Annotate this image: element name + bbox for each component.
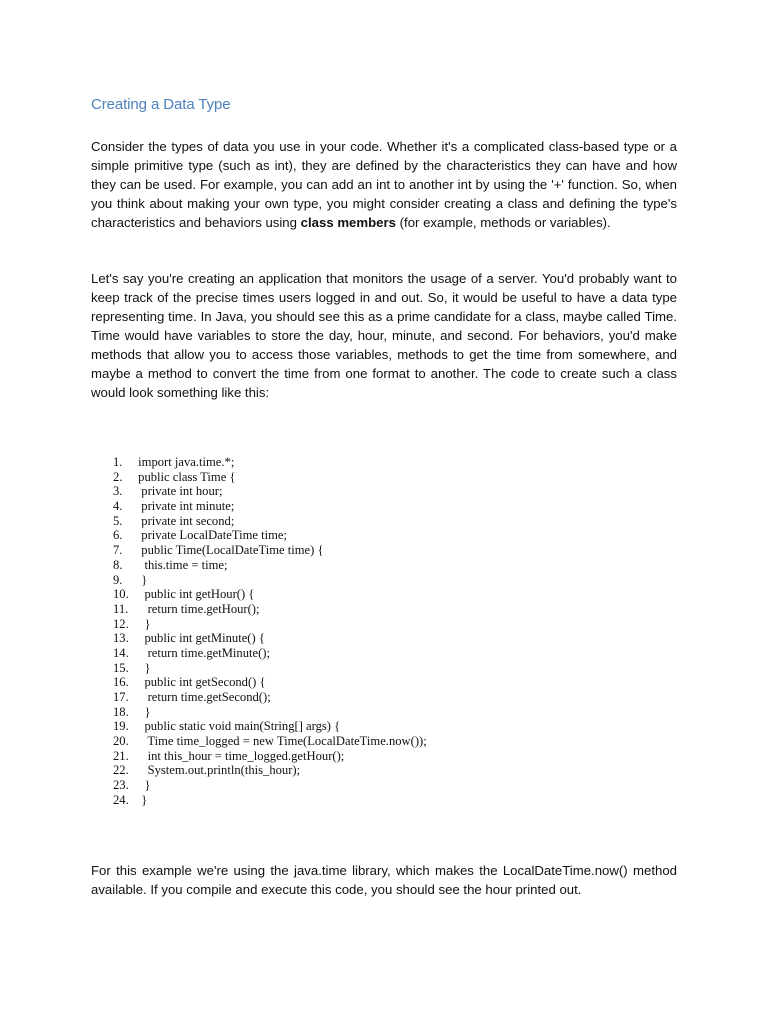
code-text: Time time_logged = new Time(LocalDateTime.now()); — [135, 734, 427, 749]
code-line — [113, 514, 427, 529]
code-text: public class Time { — [135, 469, 236, 484]
line-number: 22. — [113, 763, 129, 778]
code-line — [113, 558, 427, 573]
code-text: System.out.println(this_hour); — [135, 763, 301, 778]
code-text: private int minute; — [135, 499, 235, 514]
line-number: 20. — [113, 734, 129, 749]
code-listing — [113, 455, 427, 808]
code-line — [113, 793, 427, 808]
code-text: return time.getMinute(); — [135, 645, 270, 660]
code-line — [113, 528, 427, 543]
code-text: } — [135, 572, 148, 587]
code-text: } — [135, 704, 151, 719]
code-line — [113, 734, 427, 749]
server-example-paragraph: Let's say you're creating an application that monitors the usage of a server. You'd probably want to keep track of the precise times users logged in and out. So, it would be useful to have a data type representing time. In Java, you should see this as a prime candidate for a class, maybe called Time. Time would have variables to store the day, hour, minute, and second. For behaviors, you'd make methods that allow you to access those variables, methods to get the time from somewhere, and maybe a method to convert the time from one format to another. The code to create such a class would look something like this: — [91, 271, 677, 400]
code-line — [113, 455, 427, 470]
code-line — [113, 631, 427, 646]
line-number: 13. — [113, 631, 129, 646]
line-number: 18. — [113, 704, 129, 719]
intro-paragraph — [91, 137, 677, 232]
code-text: return time.getHour(); — [135, 601, 260, 616]
line-number: 4. — [113, 499, 123, 514]
line-number: 21. — [113, 748, 129, 763]
section-heading: Creating a Data Type — [91, 96, 231, 113]
code-text: public static void main(String[] args) { — [135, 719, 341, 734]
code-line — [113, 749, 427, 764]
line-number: 12. — [113, 616, 129, 631]
code-line — [113, 587, 427, 602]
code-line — [113, 675, 427, 690]
code-line — [113, 484, 427, 499]
code-text: public int getMinute() { — [135, 631, 265, 646]
line-number: 6. — [113, 528, 123, 543]
intro-text: Consider the types of data you use in your code. Whether it's a complicated class-based type or a simple primitive type (such as int), they are defined by the characteristics they can have and how they can be used. For example, you can add an int to another int by using the '+' function. So, when you think about making your own type, you might consider creating a class and defining the type's characteristics and behaviors using — [91, 139, 677, 230]
line-number: 1. — [113, 455, 123, 469]
code-text: private int hour; — [135, 484, 223, 499]
code-line — [113, 705, 427, 720]
code-text: } — [135, 778, 151, 793]
code-text: private int second; — [135, 513, 235, 528]
code-line — [113, 617, 427, 632]
line-number: 16. — [113, 675, 129, 690]
code-line — [113, 719, 427, 734]
code-line — [113, 763, 427, 778]
line-number: 14. — [113, 645, 129, 660]
line-number: 24. — [113, 792, 129, 807]
line-number: 3. — [113, 484, 123, 499]
line-number: 19. — [113, 719, 129, 734]
code-line — [113, 543, 427, 558]
code-line — [113, 661, 427, 676]
code-text: return time.getSecond(); — [135, 690, 271, 704]
line-number: 10. — [113, 587, 129, 602]
code-text: import java.time.*; — [135, 455, 235, 469]
code-line — [113, 573, 427, 588]
code-text: } — [135, 660, 151, 675]
conclusion-paragraph: For this example we're using the java.time library, which makes the LocalDateTime.now() method available. If you compile and execute this code, you should see the hour printed out. — [91, 863, 677, 897]
code-text: } — [135, 792, 148, 807]
class-members-term: class members — [300, 215, 396, 230]
code-text: public Time(LocalDateTime time) { — [135, 543, 324, 558]
code-line — [113, 470, 427, 485]
code-line — [113, 646, 427, 661]
code-text: } — [135, 616, 151, 631]
line-number: 8. — [113, 557, 123, 572]
code-line — [113, 778, 427, 793]
code-text: public int getSecond() { — [135, 675, 266, 690]
code-line — [113, 499, 427, 514]
line-number: 15. — [113, 660, 129, 675]
line-number: 7. — [113, 543, 123, 558]
line-number: 9. — [113, 572, 123, 587]
intro-text-end: (for example, methods or variables). — [395, 215, 611, 230]
line-number: 11. — [113, 601, 129, 616]
line-number: 2. — [113, 469, 123, 484]
code-line — [113, 602, 427, 617]
code-text: public int getHour() { — [135, 587, 255, 602]
code-text: this.time = time; — [135, 557, 228, 572]
code-line — [113, 690, 427, 705]
line-number: 5. — [113, 513, 123, 528]
line-number: 23. — [113, 778, 129, 793]
code-text: int this_hour = time_logged.getHour(); — [135, 748, 345, 763]
code-text: private LocalDateTime time; — [135, 528, 288, 543]
line-number: 17. — [113, 690, 129, 704]
